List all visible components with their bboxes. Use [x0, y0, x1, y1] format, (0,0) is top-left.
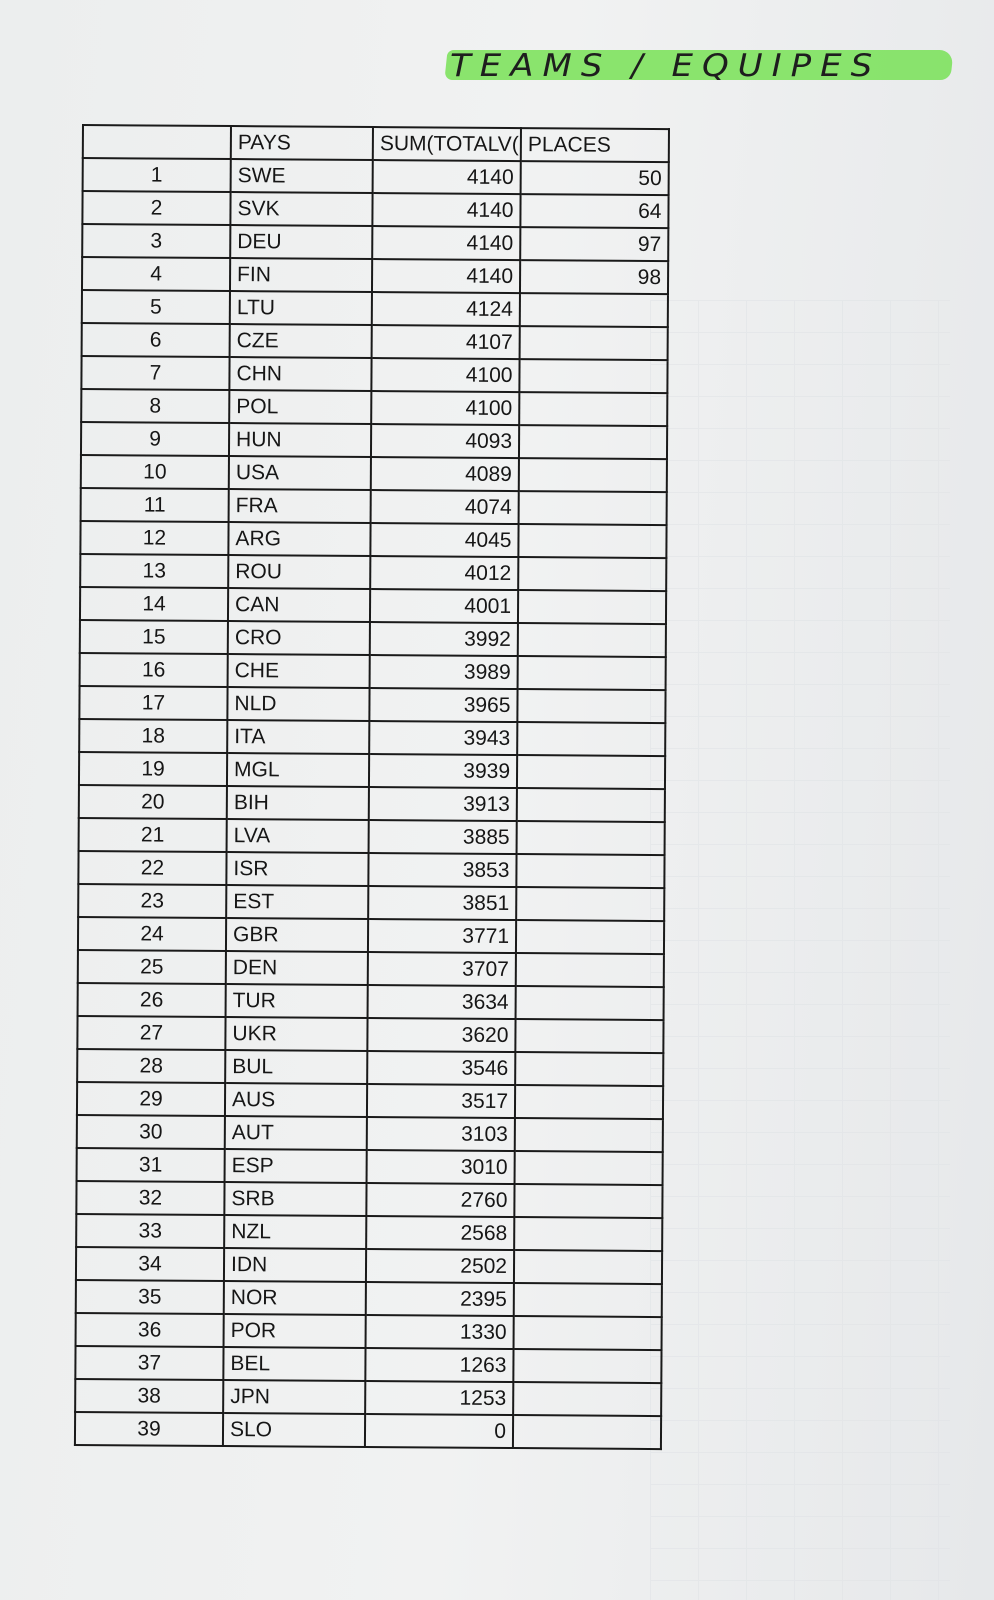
table-row — [82, 191, 668, 228]
cell-places — [513, 1349, 661, 1383]
table-row — [81, 488, 667, 525]
table-row — [76, 1181, 662, 1218]
cell-pays: LVA — [227, 819, 369, 853]
table-row — [75, 1412, 661, 1449]
cell-rank: 14 — [80, 587, 228, 621]
cell-rank: 21 — [79, 818, 227, 852]
cell-rank: 27 — [77, 1016, 225, 1050]
cell-sum: 3546 — [367, 1051, 515, 1085]
cell-sum: 3010 — [367, 1150, 515, 1184]
cell-places: 50 — [521, 161, 669, 195]
cell-pays: DEU — [230, 225, 372, 259]
cell-sum: 2760 — [366, 1183, 514, 1217]
cell-rank: 28 — [77, 1049, 225, 1083]
cell-sum: 3853 — [368, 853, 516, 887]
cell-places — [513, 1382, 661, 1416]
header-cell-pays: PAYS — [231, 126, 373, 160]
cell-rank: 12 — [80, 521, 228, 555]
table-header-row — [83, 125, 669, 162]
table-row — [76, 1247, 662, 1284]
cell-rank: 13 — [80, 554, 228, 588]
cell-places — [518, 524, 666, 558]
cell-places — [515, 1019, 663, 1053]
results-table-body — [75, 125, 669, 1449]
cell-places — [516, 854, 664, 888]
cell-places — [518, 656, 666, 690]
cell-rank: 2 — [82, 191, 230, 225]
cell-pays: BUL — [225, 1050, 367, 1084]
cell-sum: 4124 — [372, 292, 520, 326]
table-row — [77, 1115, 663, 1152]
cell-pays: ISR — [226, 852, 368, 886]
cell-sum: 4140 — [373, 160, 521, 194]
cell-pays: BIH — [227, 786, 369, 820]
cell-sum: 4100 — [371, 358, 519, 392]
cell-rank: 5 — [82, 290, 230, 324]
table-row — [81, 455, 667, 492]
cell-pays: LTU — [230, 291, 372, 325]
cell-places — [519, 458, 667, 492]
table-row — [80, 521, 666, 558]
cell-pays: POR — [224, 1314, 366, 1348]
cell-rank: 23 — [78, 884, 226, 918]
cell-pays: SVK — [230, 192, 372, 226]
header-cell-sum: SUM(TOTALV( — [373, 127, 521, 161]
cell-places: 64 — [520, 194, 668, 228]
cell-places — [516, 920, 664, 954]
cell-rank: 24 — [78, 917, 226, 951]
cell-rank: 6 — [82, 323, 230, 357]
table-row — [80, 653, 666, 690]
cell-places — [515, 1151, 663, 1185]
table-row — [78, 950, 664, 987]
cell-rank: 34 — [76, 1247, 224, 1281]
cell-places — [514, 1217, 662, 1251]
table-row — [81, 422, 667, 459]
cell-pays: NZL — [224, 1215, 366, 1249]
cell-rank: 9 — [81, 422, 229, 456]
cell-places — [516, 953, 664, 987]
table-row — [77, 1148, 663, 1185]
cell-rank: 38 — [75, 1379, 223, 1413]
cell-places — [520, 326, 668, 360]
cell-sum: 3913 — [369, 787, 517, 821]
cell-sum: 3634 — [368, 985, 516, 1019]
cell-places — [517, 689, 665, 723]
cell-sum: 4140 — [372, 193, 520, 227]
cell-sum: 1253 — [365, 1381, 513, 1415]
table-row — [78, 884, 664, 921]
cell-pays: AUS — [225, 1083, 367, 1117]
cell-pays: AUT — [225, 1116, 367, 1150]
cell-places — [517, 755, 665, 789]
cell-rank: 39 — [75, 1412, 223, 1446]
cell-sum: 0 — [365, 1414, 513, 1448]
table-row — [79, 719, 665, 756]
cell-rank: 26 — [78, 983, 226, 1017]
table-row — [79, 785, 665, 822]
cell-sum: 3103 — [367, 1117, 515, 1151]
cell-places — [519, 425, 667, 459]
cell-pays: CHE — [228, 654, 370, 688]
cell-sum: 2395 — [366, 1282, 514, 1316]
cell-sum: 1330 — [366, 1315, 514, 1349]
cell-sum: 4074 — [371, 490, 519, 524]
cell-sum: 4140 — [372, 259, 520, 293]
table-row — [75, 1346, 661, 1383]
cell-rank: 15 — [80, 620, 228, 654]
table-row — [77, 1049, 663, 1086]
cell-rank: 10 — [81, 455, 229, 489]
cell-pays: SWE — [231, 159, 373, 193]
cell-rank: 18 — [79, 719, 227, 753]
cell-sum: 1263 — [365, 1348, 513, 1382]
cell-rank: 19 — [79, 752, 227, 786]
cell-pays: CZE — [230, 324, 372, 358]
cell-sum: 3943 — [369, 721, 517, 755]
table-row — [81, 356, 667, 393]
cell-places — [513, 1415, 661, 1449]
table-row — [78, 917, 664, 954]
cell-sum: 3517 — [367, 1084, 515, 1118]
cell-pays: SRB — [224, 1182, 366, 1216]
cell-sum: 3851 — [368, 886, 516, 920]
cell-places — [515, 1052, 663, 1086]
cell-places — [519, 491, 667, 525]
cell-places — [514, 1283, 662, 1317]
cell-pays: NOR — [224, 1281, 366, 1315]
cell-sum: 2568 — [366, 1216, 514, 1250]
cell-rank: 32 — [76, 1181, 224, 1215]
table-row — [78, 851, 664, 888]
table-row — [82, 224, 668, 261]
table-row — [79, 752, 665, 789]
cell-pays: FRA — [229, 489, 371, 523]
header-cell-rank — [83, 125, 231, 159]
cell-sum: 4093 — [371, 424, 519, 458]
cell-rank: 7 — [81, 356, 229, 390]
table-row — [75, 1379, 661, 1416]
table-row — [77, 1016, 663, 1053]
cell-rank: 3 — [82, 224, 230, 258]
cell-rank: 11 — [81, 488, 229, 522]
cell-pays: NLD — [227, 687, 369, 721]
cell-rank: 1 — [83, 158, 231, 192]
cell-sum: 3989 — [370, 655, 518, 689]
cell-pays: USA — [229, 456, 371, 490]
cell-places — [514, 1184, 662, 1218]
cell-rank: 16 — [80, 653, 228, 687]
cell-pays: ESP — [225, 1149, 367, 1183]
cell-pays: IDN — [224, 1248, 366, 1282]
table-row — [81, 389, 667, 426]
cell-pays: JPN — [223, 1380, 365, 1414]
header-cell-places: PLACES — [521, 128, 669, 162]
cell-sum: 4012 — [370, 556, 518, 590]
cell-pays: CHN — [229, 357, 371, 391]
table-row — [80, 620, 666, 657]
cell-pays: HUN — [229, 423, 371, 457]
cell-pays: GBR — [226, 918, 368, 952]
handwritten-title: TEAMS / EQUIPES — [450, 47, 882, 85]
cell-pays: DEN — [226, 951, 368, 985]
table-row — [82, 323, 668, 360]
cell-pays: ARG — [228, 522, 370, 556]
handwritten-header — [446, 44, 952, 84]
cell-places — [518, 557, 666, 591]
cell-rank: 30 — [77, 1115, 225, 1149]
cell-places — [518, 623, 666, 657]
cell-places — [520, 293, 668, 327]
table-row — [82, 290, 668, 327]
cell-pays: EST — [226, 885, 368, 919]
cell-places — [519, 359, 667, 393]
cell-rank: 20 — [79, 785, 227, 819]
cell-pays: FIN — [230, 258, 372, 292]
cell-sum: 4089 — [371, 457, 519, 491]
cell-rank: 31 — [77, 1148, 225, 1182]
table-row — [79, 818, 665, 855]
cell-pays: CRO — [228, 621, 370, 655]
cell-sum: 3620 — [367, 1018, 515, 1052]
table-row — [82, 257, 668, 294]
cell-pays: ITA — [227, 720, 369, 754]
cell-places — [516, 986, 664, 1020]
cell-places — [516, 887, 664, 921]
cell-places — [515, 1118, 663, 1152]
cell-places — [515, 1085, 663, 1119]
cell-sum: 4045 — [370, 523, 518, 557]
cell-places — [514, 1316, 662, 1350]
table-row — [80, 554, 666, 591]
cell-pays: MGL — [227, 753, 369, 787]
cell-sum: 3707 — [368, 952, 516, 986]
table-row — [76, 1280, 662, 1317]
table-row — [77, 1082, 663, 1119]
cell-sum: 2502 — [366, 1249, 514, 1283]
table-row — [80, 587, 666, 624]
cell-places — [517, 722, 665, 756]
cell-places — [517, 821, 665, 855]
results-table — [74, 124, 670, 1450]
back-page-show-through — [650, 300, 950, 1600]
cell-pays: ROU — [228, 555, 370, 589]
cell-rank: 8 — [81, 389, 229, 423]
cell-rank: 37 — [75, 1346, 223, 1380]
cell-pays: CAN — [228, 588, 370, 622]
cell-rank: 22 — [78, 851, 226, 885]
cell-places: 97 — [520, 227, 668, 261]
cell-sum: 4107 — [372, 325, 520, 359]
cell-pays: SLO — [223, 1413, 365, 1447]
cell-sum: 3992 — [370, 622, 518, 656]
cell-sum: 3939 — [369, 754, 517, 788]
cell-places — [518, 590, 666, 624]
cell-places: 98 — [520, 260, 668, 294]
cell-rank: 25 — [78, 950, 226, 984]
cell-sum: 4100 — [371, 391, 519, 425]
cell-places — [519, 392, 667, 426]
cell-rank: 17 — [79, 686, 227, 720]
table-row — [79, 686, 665, 723]
cell-sum: 3771 — [368, 919, 516, 953]
cell-rank: 4 — [82, 257, 230, 291]
cell-rank: 35 — [76, 1280, 224, 1314]
cell-rank: 33 — [76, 1214, 224, 1248]
cell-pays: UKR — [225, 1017, 367, 1051]
cell-pays: TUR — [226, 984, 368, 1018]
table-row — [83, 158, 669, 195]
cell-places — [514, 1250, 662, 1284]
cell-rank: 29 — [77, 1082, 225, 1116]
cell-sum: 3965 — [369, 688, 517, 722]
cell-pays: POL — [229, 390, 371, 424]
cell-places — [517, 788, 665, 822]
cell-pays: BEL — [223, 1347, 365, 1381]
cell-sum: 4001 — [370, 589, 518, 623]
cell-rank: 36 — [76, 1313, 224, 1347]
table-row — [76, 1313, 662, 1350]
table-row — [78, 983, 664, 1020]
cell-sum: 3885 — [369, 820, 517, 854]
cell-sum: 4140 — [372, 226, 520, 260]
table-row — [76, 1214, 662, 1251]
